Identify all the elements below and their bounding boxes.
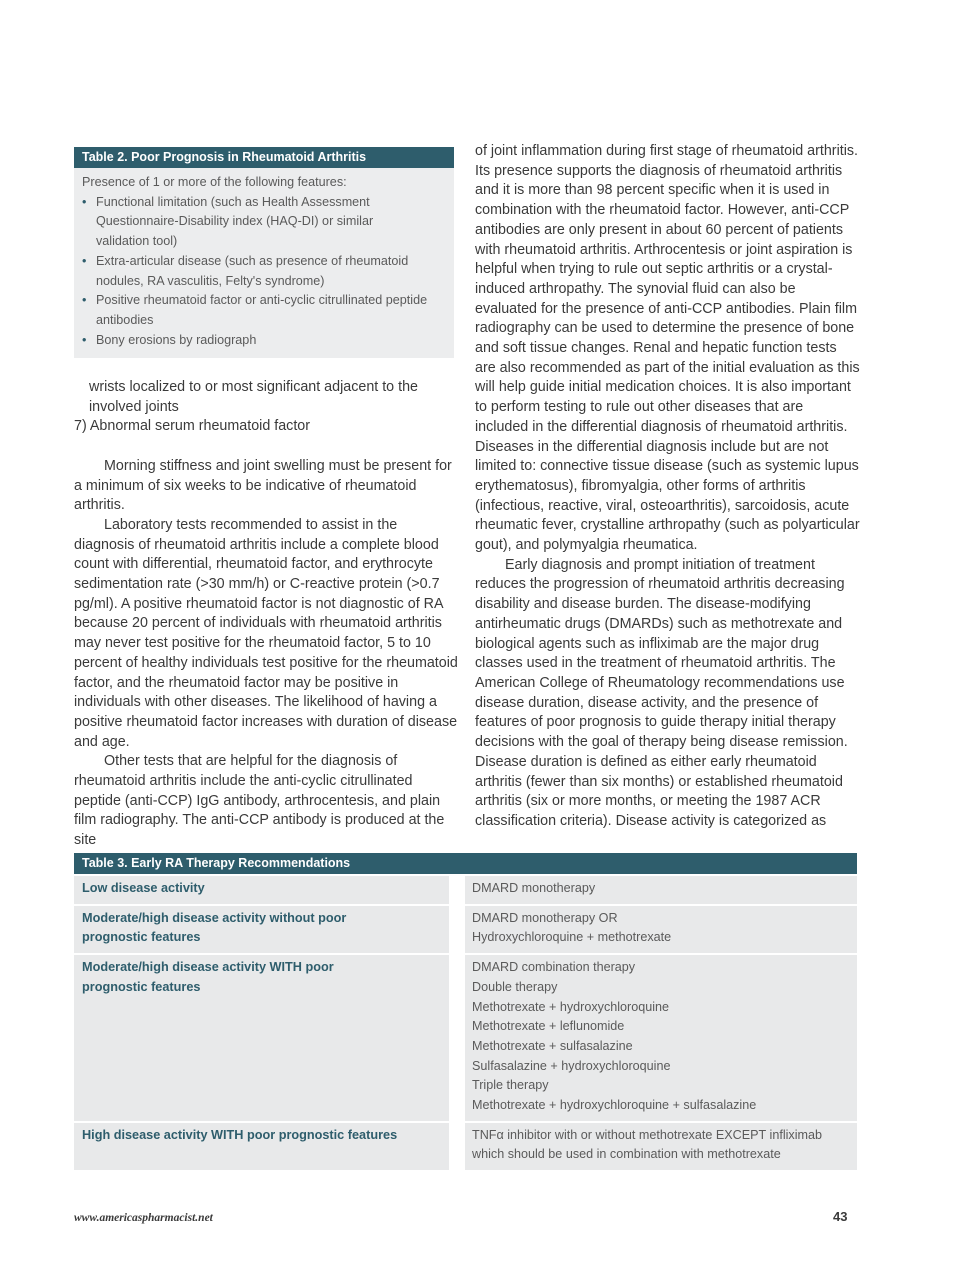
criteria-item-7: 7) Abnormal serum rheumatoid factor xyxy=(74,418,311,435)
paragraph: Other tests that are helpful for the diagnosis of rheumatoid arthritis include the anti-cyclic citrullinated peptide (anti-CCP) IgG antibody, arthrocentesis, and plain film radiography. The anti-CCP antibody is produced at the site xyxy=(74,753,445,849)
paragraph: of joint inflammation during first stage of rheumatoid arthritis. Its presence supports the diagnosis of rheumatoid arthritis and it is more than 98 percent specific when it is used in combination with the rheumatoid factor. However, anti-CCP antibodies are only present in about 60 percent of patients with rheumatoid arthritis. Arthrocentesis or joint aspiration is helpful when trying to rule out septic arthritis or a crystal-induced arthropathy. The synovial fluid can also be evaluated for the presence of anti-CCP antibodies. Plain film radiography can be used to determine the presence of bone and soft tissue changes. Renal and hepatic function tests are also recommended as part of the initial evaluation as this will help guide initial medication choices. It is also important to perform testing to rule out other diseases that are included in the differential diagnosis of rheumatoid arthritis. Diseases in the differential diagnosis include but are not limited to: connective tissue disease (such as systemic lupus erythematosus), fibromyalgia, other forms of arthritis (infectious, reactive, viral, osteoarthritis), sarcoidosis, acute rheumatic fever, crystalline arthropathy (such as polyarticular gout), and polymyalgia rheumatica. xyxy=(475,143,860,554)
row-value: TNFα inhibitor with or without methotrexate EXCEPT infliximab which should be used in combination with methotrexate xyxy=(465,1123,857,1170)
table-2 xyxy=(74,147,454,358)
row-value: DMARD monotherapy OR Hydroxychloroquine + methotrexate xyxy=(465,906,857,953)
paragraph: Morning stiffness and joint swelling must be present for a minimum of six weeks to be indicative of rheumatoid arthritis. xyxy=(74,457,452,514)
table-row xyxy=(74,904,857,953)
table-2-intro: Presence of 1 or more of the following features: xyxy=(82,175,347,189)
paragraph: Laboratory tests recommended to assist in the diagnosis of rheumatoid arthritis include a complete blood count with differential, rheumatoid factor, and erythrocyte sedimentation rate (>30 mm/h) or C-reactive protein (>0.7 pg/ml). A positive rheumatoid factor is not diagnostic of RA because 20 percent of individuals with rheumatoid arthritis may never test positive for the rheumatoid factor, 5 to 10 percent of healthy individuals test positive for the rheumatoid factor, and the rheumatoid factor may be positive in individuals with other diseases. The likelihood of having a positive rheumatoid factor increases with duration of disease and age. xyxy=(74,516,458,750)
row-label: Low disease activity xyxy=(74,876,449,904)
row-label: Moderate/high disease activity WITH poor prognostic features xyxy=(74,955,449,1121)
list-item: • Extra-articular disease (such as presence of rheumatoid nodules, RA vasculitis, Felty's syndrome) xyxy=(82,252,446,291)
table-2-body xyxy=(74,168,454,350)
table-row xyxy=(74,953,857,1121)
row-label: High disease activity WITH poor prognostic features xyxy=(74,1123,449,1170)
list-item: • Bony erosions by radiograph xyxy=(82,331,446,351)
row-label: Moderate/high disease activity without poor prognostic features xyxy=(74,906,449,953)
page-number: 43 xyxy=(833,1209,848,1224)
left-column-text xyxy=(74,378,459,851)
list-item: • Positive rheumatoid factor or anti-cyclic citrullinated peptide antibodies xyxy=(82,291,446,330)
footer-url[interactable]: www.americaspharmacist.net xyxy=(74,1212,213,1224)
criteria-continuation: wrists localized to or most significant adjacent to the involved joints xyxy=(89,379,418,415)
list-item: • Functional limitation (such as Health Assessment Questionnaire-Disability index (HAQ-DI) or similar validation tool) xyxy=(82,193,446,252)
paragraph: Early diagnosis and prompt initiation of treatment reduces the progression of rheumatoid arthritis decreasing disability and disease burden. The disease-modifying antirheumatic drugs (DMARDs) such as methotrexate and biological agents such as infliximab are the major drug classes used in the treatment of rheumatoid arthritis. The American College of Rheumatology recommendations use disease duration, disease activity, and the presence of features of poor prognosis to guide therapy initial therapy decisions with the goal of therapy being disease remission. Disease duration is defined as either early rheumatoid arthritis (fewer than six months) or established rheumatoid arthritis (six or more months, or meeting the 1987 ACR classification criteria). Disease activity is categorized as xyxy=(475,556,848,829)
right-column-text xyxy=(475,142,860,832)
table-3-title: Table 3. Early RA Therapy Recommendations xyxy=(74,853,857,874)
table-row xyxy=(74,1121,857,1170)
table-2-title: Table 2. Poor Prognosis in Rheumatoid Arthritis xyxy=(74,147,454,168)
row-value: DMARD combination therapy Double therapy Methotrexate + hydroxychloroquine Methotrexate + leflunomide Methotrexate + sulfasalazine Sulfasalazine + hydroxychloroquine Triple therapy Methotrexate + hydroxychloroquine + sulfasalazine xyxy=(465,955,857,1121)
table-row xyxy=(74,874,857,904)
row-value: DMARD monotherapy xyxy=(465,876,857,904)
table-3 xyxy=(74,853,857,1170)
